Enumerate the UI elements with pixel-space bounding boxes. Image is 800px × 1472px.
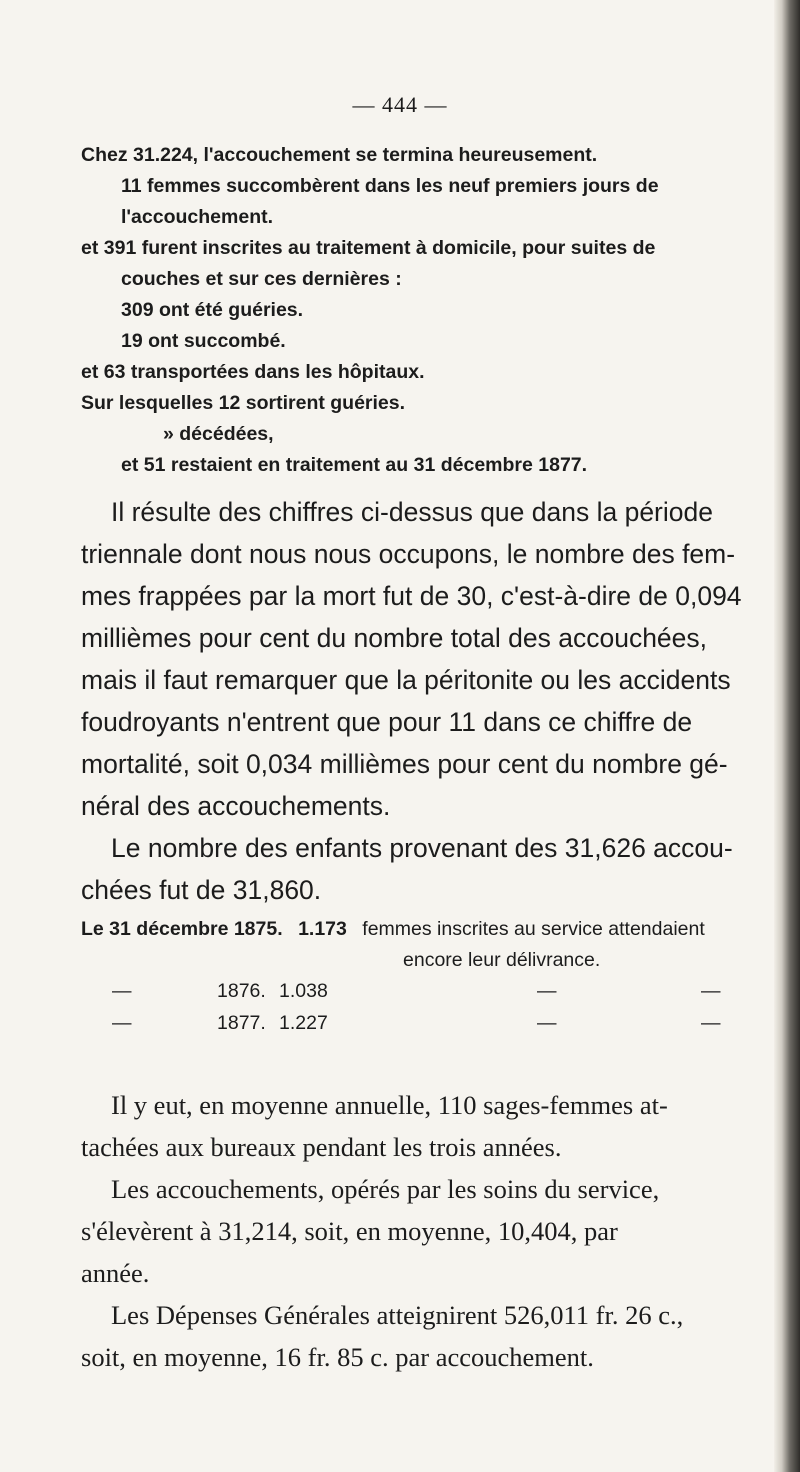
case-line-1: Chez 31.224, l'accouchement se termina heureusement. [81,144,598,166]
paragraph-mortality-line: Il résulte des chiffres ci-dessus que dans la période [111,497,713,527]
table-date-label: Le 31 décembre 1875. [81,918,283,940]
paragraph-midwives-line: Il y eut, en moyenne annuelle, 110 sages-femmes at- [111,1090,668,1120]
page-number: — 444 — [352,92,448,117]
paragraph-mortality [81,491,757,827]
case-line-6: 309 ont été guéries. [121,299,304,321]
case-line-9: Sur lesquelles 12 sortirent guéries. [81,392,406,414]
table-value: 1.173 [298,918,347,940]
table-row-1876 [0,980,800,1006]
paragraph-midwives [81,1084,757,1168]
paragraph-deliveries-line: Les accouchements, opérés par les soins du service, [111,1174,660,1204]
table-ditto-dash: — [112,1012,132,1034]
table-row-1875 [81,918,705,941]
paragraph-expenses-line: soit, en moyenne, 16 fr. 85 c. par accouchement. [81,1342,594,1372]
case-line-8: et 63 transportées dans les hôpitaux. [81,361,425,383]
paragraph-expenses-line: Les Dépenses Générales atteignirent 526,011 fr. 26 c., [111,1300,684,1330]
paragraph-deliveries-line: s'élevèrent à 31,214, soit, en moyenne, 10,404, par [81,1216,618,1246]
table-ditto-dash: — [701,1012,721,1034]
case-line-2: 11 femmes succombèrent dans les neuf premiers jours de [121,175,659,197]
paragraph-mortality-line: triennale dont nous nous occupons, le nombre des fem- [81,539,736,569]
paragraph-deliveries [81,1168,757,1294]
page-binding-edge [774,0,800,1472]
case-line-11: et 51 restaient en traitement au 31 décembre 1877. [121,454,588,476]
table-ditto-dash: — [537,1012,557,1034]
paragraph-mortality-line: foudroyants n'entrent que pour 11 dans ce chiffre de [81,707,693,737]
table-ditto-dash: — [112,980,132,1002]
case-line-7: 19 ont succombé. [121,330,286,352]
case-line-3: l'accouchement. [121,206,274,228]
case-line-10: » décédées, [163,423,274,445]
table-description-cont: encore leur délivrance. [403,949,601,971]
paragraph-mortality-line: néral des accouchements. [81,791,391,821]
table-row-1877 [0,1012,800,1038]
table-year: 1877. [217,1012,266,1034]
paragraph-children-line: Le nombre des enfants provenant des 31,626 accou- [111,833,733,863]
table-description: femmes inscrites au service attendaient [362,918,705,940]
table-value: 1.227 [279,1012,328,1034]
paragraph-midwives-line: tachées aux bureaux pendant les trois années. [81,1132,562,1162]
paragraph-mortality-line: mes frappées par la mort fut de 30, c'est-à-dire de 0,094 [81,581,742,611]
paragraph-mortality-line: mortalité, soit 0,034 millièmes pour cent du nombre gé- [81,749,728,779]
paragraph-mortality-line: millièmes pour cent du nombre total des accouchées, [81,623,708,653]
paragraph-mortality-line: mais il faut remarquer que la péritonite ou les accidents [81,665,731,695]
table-ditto-dash: — [701,980,721,1002]
table-value: 1.038 [279,980,328,1002]
table-ditto-dash: — [537,980,557,1002]
table-year: 1876. [217,980,266,1002]
case-line-4: et 391 furent inscrites au traitement à domicile, pour suites de [81,237,656,259]
paragraph-children-line: chées fut de 31,860. [81,875,322,905]
paragraph-deliveries-line: année. [81,1258,150,1288]
paragraph-children [81,827,757,911]
case-line-5: couches et sur ces dernières : [121,268,402,290]
paragraph-expenses [81,1294,757,1378]
